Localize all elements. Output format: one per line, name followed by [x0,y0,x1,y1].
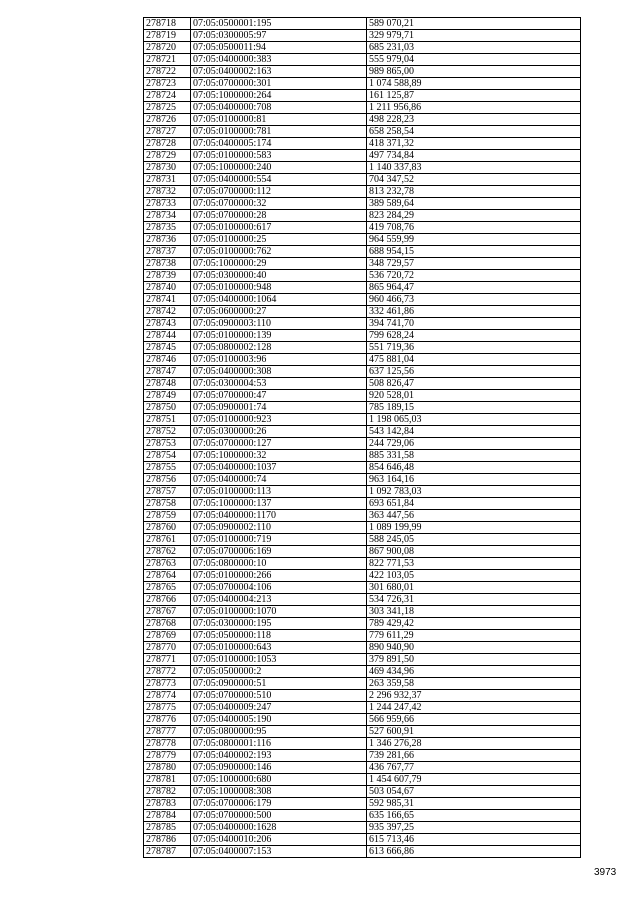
table-row [144,558,581,570]
cadastral-number-cell: 07:05:0400000:308 [191,366,367,378]
value-cell: 813 232,78 [367,186,581,198]
table-row [144,462,581,474]
value-cell: 551 719,36 [367,342,581,354]
value-cell: 503 054,67 [367,786,581,798]
cadastral-number-cell: 07:05:1000000:137 [191,498,367,510]
cadastral-number-cell: 07:05:1000008:308 [191,786,367,798]
row-number-cell: 278762 [144,546,191,558]
value-cell: 527 600,91 [367,726,581,738]
row-number-cell: 278720 [144,42,191,54]
value-cell: 589 070,21 [367,18,581,30]
row-number-cell: 278777 [144,726,191,738]
cadastral-number-cell: 07:05:0100003:96 [191,354,367,366]
cadastral-number-cell: 07:05:0400002:193 [191,750,367,762]
value-cell: 739 281,66 [367,750,581,762]
cadastral-number-cell: 07:05:0700000:510 [191,690,367,702]
row-number-cell: 278747 [144,366,191,378]
value-cell: 867 900,08 [367,546,581,558]
value-cell: 1 092 783,03 [367,486,581,498]
value-cell: 303 341,18 [367,606,581,618]
row-number-cell: 278727 [144,126,191,138]
value-cell: 419 708,76 [367,222,581,234]
row-number-cell: 278719 [144,30,191,42]
row-number-cell: 278737 [144,246,191,258]
cadastral-number-cell: 07:05:0700000:500 [191,810,367,822]
table-row [144,750,581,762]
value-cell: 244 729,06 [367,438,581,450]
cadastral-number-cell: 07:05:0900003:110 [191,318,367,330]
cadastral-number-cell: 07:05:0400000:708 [191,102,367,114]
value-cell: 1 140 337,83 [367,162,581,174]
row-number-cell: 278736 [144,234,191,246]
cadastral-number-cell: 07:05:0300000:26 [191,426,367,438]
row-number-cell: 278749 [144,390,191,402]
value-cell: 658 258,54 [367,126,581,138]
table-row [144,66,581,78]
row-number-cell: 278745 [144,342,191,354]
cadastral-number-cell: 07:05:0300004:53 [191,378,367,390]
row-number-cell: 278774 [144,690,191,702]
row-number-cell: 278771 [144,654,191,666]
table-row [144,642,581,654]
table-row [144,234,581,246]
row-number-cell: 278722 [144,66,191,78]
value-cell: 566 959,66 [367,714,581,726]
table-row [144,174,581,186]
row-number-cell: 278724 [144,90,191,102]
value-cell: 348 729,57 [367,258,581,270]
value-cell: 935 397,25 [367,822,581,834]
cadastral-number-cell: 07:05:0400010:206 [191,834,367,846]
table-row [144,438,581,450]
value-cell: 588 245,05 [367,534,581,546]
value-cell: 592 985,31 [367,798,581,810]
table-row [144,258,581,270]
value-cell: 865 964,47 [367,282,581,294]
table-row [144,582,581,594]
row-number-cell: 278733 [144,198,191,210]
table-row [144,282,581,294]
cadastral-number-cell: 07:05:0100000:81 [191,114,367,126]
table-row [144,618,581,630]
row-number-cell: 278757 [144,486,191,498]
row-number-cell: 278750 [144,402,191,414]
cadastral-number-cell: 07:05:1000000:29 [191,258,367,270]
table-row [144,498,581,510]
table-row [144,690,581,702]
row-number-cell: 278763 [144,558,191,570]
table-row [144,714,581,726]
cadastral-number-cell: 07:05:0700004:106 [191,582,367,594]
row-number-cell: 278765 [144,582,191,594]
cadastral-number-cell: 07:05:1000000:680 [191,774,367,786]
value-cell: 263 359,58 [367,678,581,690]
table-row [144,402,581,414]
cadastral-number-cell: 07:05:0600000:27 [191,306,367,318]
row-number-cell: 278746 [144,354,191,366]
row-number-cell: 278740 [144,282,191,294]
value-cell: 1 244 247,42 [367,702,581,714]
cadastral-number-cell: 07:05:0800002:128 [191,342,367,354]
cadastral-number-cell: 07:05:0400002:163 [191,66,367,78]
row-number-cell: 278784 [144,810,191,822]
cadastral-number-cell: 07:05:0700000:47 [191,390,367,402]
value-cell: 779 611,29 [367,630,581,642]
cadastral-number-cell: 07:05:0700000:28 [191,210,367,222]
value-cell: 785 189,15 [367,402,581,414]
row-number-cell: 278764 [144,570,191,582]
row-number-cell: 278767 [144,606,191,618]
table-row [144,546,581,558]
cadastral-number-cell: 07:05:0800001:116 [191,738,367,750]
cadastral-number-cell: 07:05:0900002:110 [191,522,367,534]
cadastral-number-cell: 07:05:0400005:190 [191,714,367,726]
cadastral-number-cell: 07:05:0100000:583 [191,150,367,162]
value-cell: 497 734,84 [367,150,581,162]
table-row [144,846,581,858]
cadastral-number-cell: 07:05:0100000:923 [191,414,367,426]
row-number-cell: 278780 [144,762,191,774]
table-row [144,114,581,126]
row-number-cell: 278756 [144,474,191,486]
row-number-cell: 278753 [144,438,191,450]
row-number-cell: 278779 [144,750,191,762]
cadastral-number-cell: 07:05:0400000:1628 [191,822,367,834]
row-number-cell: 278748 [144,378,191,390]
table-row [144,342,581,354]
value-cell: 823 284,29 [367,210,581,222]
value-cell: 989 865,00 [367,66,581,78]
table-row [144,366,581,378]
table-row [144,78,581,90]
row-number-cell: 278729 [144,150,191,162]
value-cell: 1 089 199,99 [367,522,581,534]
value-cell: 379 891,50 [367,654,581,666]
table-row [144,774,581,786]
table-row [144,426,581,438]
row-number-cell: 278744 [144,330,191,342]
value-cell: 534 726,31 [367,594,581,606]
value-cell: 890 940,90 [367,642,581,654]
table-row [144,18,581,30]
value-cell: 422 103,05 [367,570,581,582]
cadastral-number-cell: 07:05:1000000:32 [191,450,367,462]
row-number-cell: 278752 [144,426,191,438]
table-row [144,210,581,222]
cadastral-value-table [143,17,581,858]
table-row [144,822,581,834]
cadastral-number-cell: 07:05:0700000:32 [191,198,367,210]
value-cell: 685 231,03 [367,42,581,54]
cadastral-number-cell: 07:05:0400000:554 [191,174,367,186]
cadastral-number-cell: 07:05:0900000:51 [191,678,367,690]
cadastral-number-cell: 07:05:0300000:195 [191,618,367,630]
row-number-cell: 278739 [144,270,191,282]
table-row [144,726,581,738]
table-row [144,246,581,258]
cadastral-number-cell: 07:05:0400000:1170 [191,510,367,522]
row-number-cell: 278759 [144,510,191,522]
row-number-cell: 278758 [144,498,191,510]
cadastral-number-cell: 07:05:0400000:1064 [191,294,367,306]
row-number-cell: 278773 [144,678,191,690]
cadastral-number-cell: 07:05:0500000:2 [191,666,367,678]
cadastral-number-cell: 07:05:0900000:146 [191,762,367,774]
cadastral-number-cell: 07:05:0400000:383 [191,54,367,66]
row-number-cell: 278787 [144,846,191,858]
table-row [144,786,581,798]
value-cell: 920 528,01 [367,390,581,402]
value-cell: 885 331,58 [367,450,581,462]
cadastral-number-cell: 07:05:0100000:948 [191,282,367,294]
cadastral-number-cell: 07:05:0100000:266 [191,570,367,582]
cadastral-number-cell: 07:05:0400009:247 [191,702,367,714]
table-row [144,738,581,750]
value-cell: 613 666,86 [367,846,581,858]
value-cell: 963 164,16 [367,474,581,486]
cadastral-number-cell: 07:05:0100000:781 [191,126,367,138]
value-cell: 329 979,71 [367,30,581,42]
value-cell: 799 628,24 [367,330,581,342]
table-row [144,666,581,678]
row-number-cell: 278735 [144,222,191,234]
value-cell: 635 166,65 [367,810,581,822]
table-row [144,654,581,666]
cadastral-number-cell: 07:05:0500000:118 [191,630,367,642]
value-cell: 161 125,87 [367,90,581,102]
cadastral-number-cell: 07:05:0300000:40 [191,270,367,282]
table-row [144,798,581,810]
table-row [144,810,581,822]
value-cell: 1 198 065,03 [367,414,581,426]
row-number-cell: 278768 [144,618,191,630]
value-cell: 964 559,99 [367,234,581,246]
table-row [144,474,581,486]
cadastral-number-cell: 07:05:0800000:10 [191,558,367,570]
row-number-cell: 278783 [144,798,191,810]
value-cell: 615 713,46 [367,834,581,846]
table-row [144,222,581,234]
row-number-cell: 278785 [144,822,191,834]
cadastral-number-cell: 07:05:0800000:95 [191,726,367,738]
value-cell: 854 646,48 [367,462,581,474]
value-cell: 508 826,47 [367,378,581,390]
table-row [144,102,581,114]
row-number-cell: 278723 [144,78,191,90]
table-row [144,270,581,282]
cadastral-number-cell: 07:05:0100000:1070 [191,606,367,618]
value-cell: 436 767,77 [367,762,581,774]
value-cell: 637 125,56 [367,366,581,378]
cadastral-number-cell: 07:05:0100000:643 [191,642,367,654]
value-cell: 1 346 276,28 [367,738,581,750]
row-number-cell: 278725 [144,102,191,114]
row-number-cell: 278769 [144,630,191,642]
cadastral-number-cell: 07:05:0100000:617 [191,222,367,234]
row-number-cell: 278775 [144,702,191,714]
row-number-cell: 278742 [144,306,191,318]
table-row [144,510,581,522]
table-row [144,186,581,198]
row-number-cell: 278726 [144,114,191,126]
row-number-cell: 278734 [144,210,191,222]
row-number-cell: 278781 [144,774,191,786]
value-cell: 475 881,04 [367,354,581,366]
table-row [144,354,581,366]
cadastral-number-cell: 07:05:0100000:139 [191,330,367,342]
value-cell: 363 447,56 [367,510,581,522]
cadastral-number-cell: 07:05:0100000:1053 [191,654,367,666]
row-number-cell: 278728 [144,138,191,150]
cadastral-number-cell: 07:05:0700006:169 [191,546,367,558]
row-number-cell: 278760 [144,522,191,534]
table-row [144,762,581,774]
value-cell: 789 429,42 [367,618,581,630]
table-row [144,198,581,210]
cadastral-number-cell: 07:05:0100000:25 [191,234,367,246]
cadastral-number-cell: 07:05:0100000:762 [191,246,367,258]
value-cell: 394 741,70 [367,318,581,330]
table-row [144,294,581,306]
table-row [144,150,581,162]
table-row [144,570,581,582]
row-number-cell: 278730 [144,162,191,174]
page-number: 3973 [594,867,617,878]
table-row [144,42,581,54]
value-cell: 1 074 588,89 [367,78,581,90]
row-number-cell: 278782 [144,786,191,798]
row-number-cell: 278772 [144,666,191,678]
table-row [144,522,581,534]
row-number-cell: 278776 [144,714,191,726]
row-number-cell: 278731 [144,174,191,186]
cadastral-number-cell: 07:05:1000000:264 [191,90,367,102]
table-row [144,678,581,690]
row-number-cell: 278778 [144,738,191,750]
value-cell: 688 954,15 [367,246,581,258]
cadastral-number-cell: 07:05:0100000:113 [191,486,367,498]
table-row [144,330,581,342]
table-row [144,306,581,318]
value-cell: 822 771,53 [367,558,581,570]
table-row [144,450,581,462]
value-cell: 555 979,04 [367,54,581,66]
row-number-cell: 278770 [144,642,191,654]
row-number-cell: 278732 [144,186,191,198]
value-cell: 1 454 607,79 [367,774,581,786]
row-number-cell: 278741 [144,294,191,306]
value-cell: 2 296 932,37 [367,690,581,702]
row-number-cell: 278751 [144,414,191,426]
value-cell: 1 211 956,86 [367,102,581,114]
table-row [144,486,581,498]
cadastral-number-cell: 07:05:0500001:195 [191,18,367,30]
cadastral-number-cell: 07:05:0400005:174 [191,138,367,150]
table-row [144,594,581,606]
cadastral-number-cell: 07:05:0300005:97 [191,30,367,42]
cadastral-number-cell: 07:05:0400007:153 [191,846,367,858]
cadastral-number-cell: 07:05:0900001:74 [191,402,367,414]
cadastral-number-cell: 07:05:0700000:112 [191,186,367,198]
cadastral-number-cell: 07:05:0400000:1037 [191,462,367,474]
value-cell: 332 461,86 [367,306,581,318]
cadastral-number-cell: 07:05:0700006:179 [191,798,367,810]
row-number-cell: 278743 [144,318,191,330]
row-number-cell: 278721 [144,54,191,66]
value-cell: 418 371,32 [367,138,581,150]
cadastral-number-cell: 07:05:0700000:301 [191,78,367,90]
value-cell: 536 720,72 [367,270,581,282]
value-cell: 469 434,96 [367,666,581,678]
row-number-cell: 278786 [144,834,191,846]
table-row [144,138,581,150]
table-row [144,30,581,42]
row-number-cell: 278766 [144,594,191,606]
table-row [144,162,581,174]
table-row [144,390,581,402]
table-row [144,606,581,618]
table-row [144,630,581,642]
value-cell: 301 680,01 [367,582,581,594]
row-number-cell: 278761 [144,534,191,546]
value-cell: 498 228,23 [367,114,581,126]
table-row [144,378,581,390]
table-row [144,414,581,426]
table-body [144,18,581,858]
value-cell: 693 651,84 [367,498,581,510]
cadastral-number-cell: 07:05:0100000:719 [191,534,367,546]
table-row [144,126,581,138]
row-number-cell: 278754 [144,450,191,462]
value-cell: 543 142,84 [367,426,581,438]
value-cell: 960 466,73 [367,294,581,306]
table-row [144,702,581,714]
value-cell: 389 589,64 [367,198,581,210]
table-row [144,318,581,330]
cadastral-number-cell: 07:05:1000000:240 [191,162,367,174]
table-row [144,834,581,846]
table-row [144,534,581,546]
row-number-cell: 278755 [144,462,191,474]
table-row [144,54,581,66]
table-row [144,90,581,102]
cadastral-number-cell: 07:05:0500011:94 [191,42,367,54]
cadastral-number-cell: 07:05:0700000:127 [191,438,367,450]
value-cell: 704 347,52 [367,174,581,186]
row-number-cell: 278738 [144,258,191,270]
cadastral-number-cell: 07:05:0400004:213 [191,594,367,606]
row-number-cell: 278718 [144,18,191,30]
cadastral-number-cell: 07:05:0400000:74 [191,474,367,486]
